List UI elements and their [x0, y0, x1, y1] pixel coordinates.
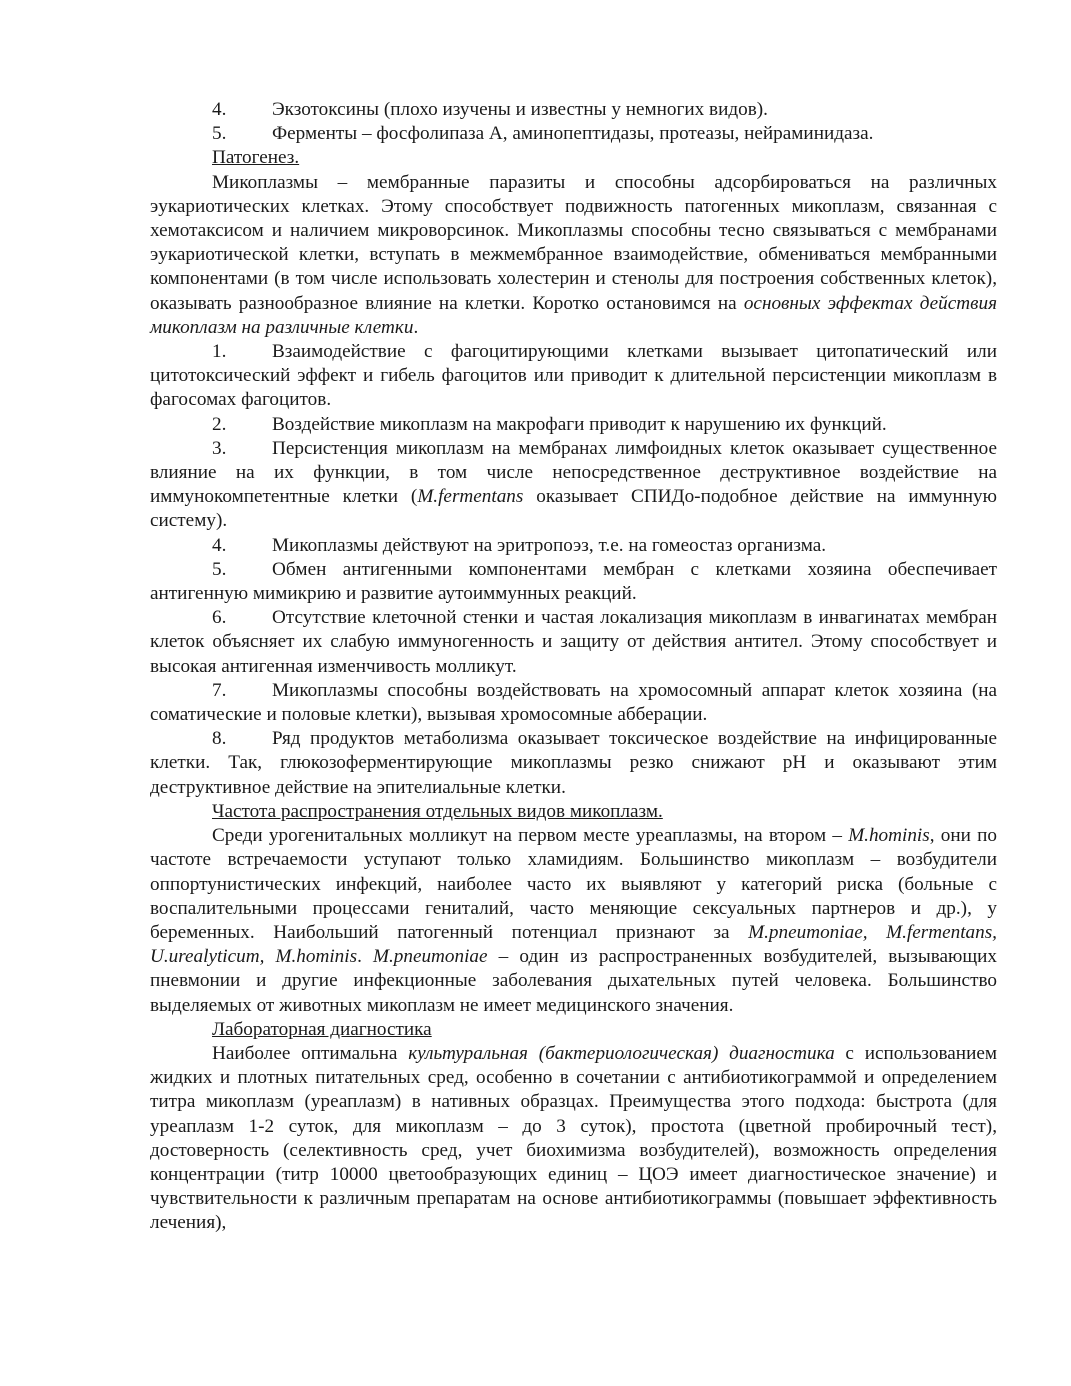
section-heading-frequency	[150, 800, 997, 824]
list-text: Персистенция микоплазм на мембранах лимфоидных клеток оказывает существенное влияние на их функции, в том числе непосредственное деструктивное воздействие на иммунокомпетентные клетки (	[150, 437, 997, 508]
list-text: Микоплазмы действуют на эритропоэз, т.е. на гомеостаз организма.	[272, 534, 827, 556]
heading-text: Лабораторная диагностика	[212, 1018, 432, 1040]
paragraph-italic: основных эффектах действия микоплазм на различные клетки	[150, 292, 997, 338]
effect-item-4	[150, 534, 997, 558]
list-number: 4.	[212, 534, 227, 556]
list-number: 3.	[212, 437, 227, 459]
paragraph-text: .	[357, 946, 373, 968]
species-name: M.hominis	[848, 825, 930, 847]
frequency-paragraph	[150, 824, 997, 1018]
effect-item-8	[150, 727, 997, 800]
list-text: Ферменты – фосфолипаза А, аминопептидазы, протеазы, нейраминидаза.	[272, 123, 874, 145]
list-number: 4.	[212, 99, 227, 120]
list-text: Обмен антигенными компонентами мембран с клетками хозяина обеспечивает антигенную мимикрию и развитие аутоиммунных реакций.	[150, 558, 997, 605]
method-name: культуральная (бактериологическая) диагностика	[408, 1042, 835, 1064]
section-heading-pathogenesis	[150, 146, 997, 170]
list-text: Экзотоксины (плохо изучены и известны у немногих видов).	[272, 99, 768, 120]
effect-item-6	[150, 606, 997, 679]
list-number: 6.	[212, 607, 227, 629]
list-number: 7.	[212, 679, 227, 701]
paragraph-end: .	[413, 316, 419, 338]
list-text: Воздействие микоплазм на макрофаги приводит к нарушению их функций.	[272, 413, 887, 435]
lab-paragraph	[150, 1042, 997, 1236]
paragraph-text: , они по частоте встречаемости уступают только хламидиям. Большинство микоплазм – возбудители оппортунистических инфекций, наиболее часто их выявляют у категорий риска (больные с воспалительными процессами гениталий, часто меняющие сексуальных партнеров и др.), у беременных. Наибольший патогенный потенциал признают за	[150, 825, 997, 943]
effect-item-5	[150, 558, 997, 606]
list-number: 8.	[212, 728, 227, 750]
paragraph-text: Среди урогенитальных молликут на первом месте уреаплазмы, на втором –	[212, 825, 849, 847]
paragraph-text: с использованием жидких и плотных питательных сред, особенно в сочетании с антибиотикограммой и определением титра микоплазм (уреаплазм) в нативных образцах. Преимущества этого подхода: быстрота (для уреаплазм 1-2 суток, для микоплазм – до 3 суток), простота (цветной пробирочный тест), достоверность (селективность сред, учет биохимизма возбудителей), возможность определения концентрации (титр 10000 цветообразующих единиц – ЦОЭ имеет диагностическое значение) и чувствительности к различным препаратам на основе антибиотикограммы (повышает эффективность лечения),	[150, 1042, 997, 1234]
paragraph-text: – один из распространенных возбудителей, вызывающих пневмонии и другие инфекционные заболевания дыхательных путей человека. Большинство выделяемых от животных микоплазм не имеет медицинского значения.	[150, 946, 998, 1016]
list-text: Отсутствие клеточной стенки и частая локализация микоплазм в инвагинатах мембран клеток объясняет их слабую иммуногенность и защиту от действия антител. Этому способствует и высокая антигенная изменчивость молликут.	[150, 607, 997, 677]
list-number: 5.	[212, 123, 227, 145]
list-text-cont: оказывает СПИДо-подобное действие на иммунную систему).	[150, 486, 997, 532]
document-page	[150, 98, 997, 1236]
list-text: Ряд продуктов метаболизма оказывает токсическое воздействие на инфицированные клетки. Так, глюкозоферментирующие микоплазмы резко снижают рН и оказывают этим деструктивное действие на эпителиальные клетки.	[150, 728, 997, 798]
list-item-4-exotoxins	[150, 98, 997, 122]
list-text: Микоплазмы способны воздействовать на хромосомный аппарат клеток хозяина (на соматические и половые клетки), вызывая хромосомные абберации.	[150, 679, 997, 726]
list-number: 2.	[212, 413, 227, 435]
effect-item-3	[150, 437, 997, 534]
effect-item-1	[150, 340, 997, 413]
effect-item-2	[150, 413, 997, 437]
species-name: M.fermentans	[417, 486, 524, 508]
pathogenesis-paragraph	[150, 171, 997, 340]
heading-text: Частота распространения отдельных видов микоплазм.	[212, 800, 663, 822]
effect-item-7	[150, 679, 997, 727]
paragraph-text: Микоплазмы – мембранные паразиты и способны адсорбироваться на различных эукариотических клетках. Этому способствует подвижность патогенных микоплазм, связанная с хемотаксисом и наличием микроворсинок. Микоплазмы способны тесно связываться с мембранами эукариотической клетки, вступать в межмембранное взаимодействие, обмениваться мембранными компонентами (в том числе использовать холестерин и стенолы для построения собственных клеток), оказывать разнообразное влияние на клетки. Коротко остановимся на	[150, 171, 997, 314]
heading-text: Патогенез.	[212, 147, 300, 169]
paragraph-text: Наиболее оптимальна	[212, 1042, 409, 1064]
list-text: Взаимодействие с фагоцитирующими клетками вызывает цитопатический или цитотоксический эффект и гибель фагоцитов или приводит к длительной персистенции микоплазм в фагосомах фагоцитов.	[150, 341, 997, 411]
list-item-5-enzymes	[150, 122, 997, 146]
species-list: M.pneumoniae, M.fermentans, U.urealyticum, M.hominis	[150, 921, 997, 968]
species-name: M.pneumoniae	[372, 946, 488, 968]
list-number: 1.	[212, 341, 227, 363]
section-heading-lab-diagnostics	[150, 1018, 997, 1042]
list-number: 5.	[212, 558, 227, 580]
